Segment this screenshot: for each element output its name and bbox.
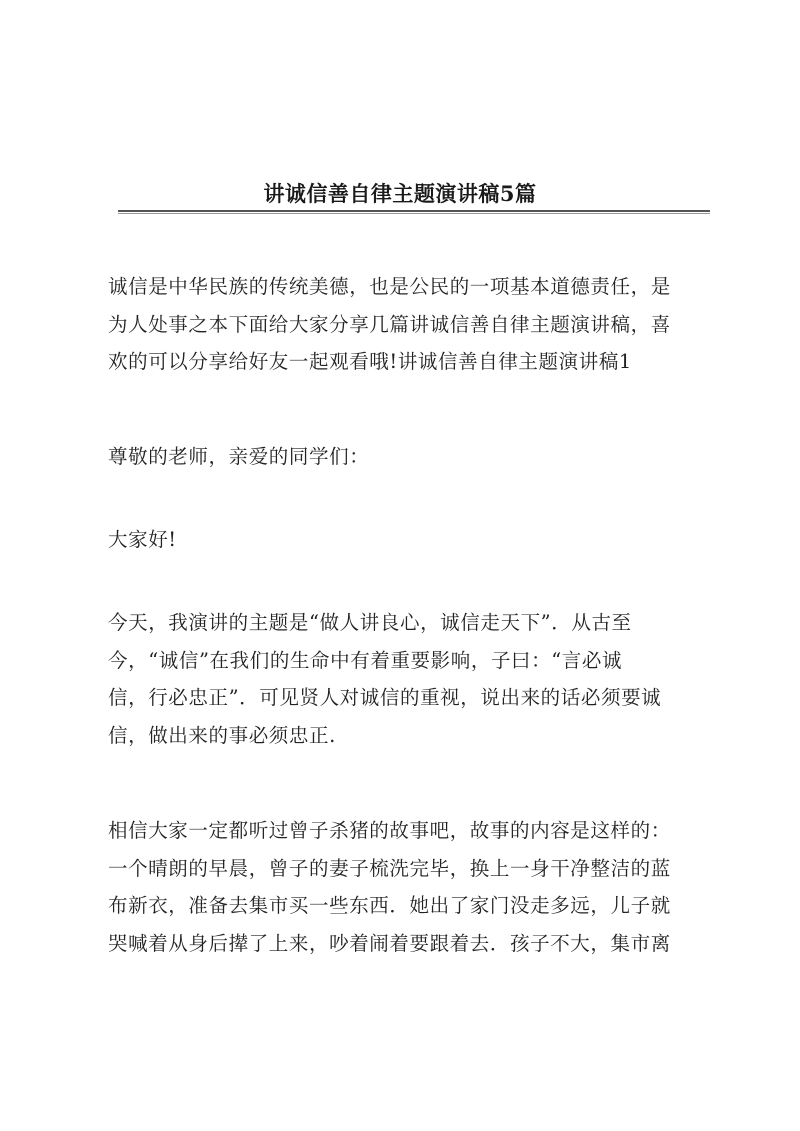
paragraph-line: 布新衣，准备去集市买一些东西．她出了家门没走多远，儿子就 [108,894,671,917]
intro-paragraph [108,268,708,381]
paragraph-line: 尊敬的老师，亲爱的同学们： [108,445,370,468]
story-paragraph [108,812,708,962]
document-title: 讲诚信善自律主题演讲稿5篇 [263,181,537,207]
title-underline-divider [118,210,710,214]
salutation-paragraph [108,438,708,476]
topic-paragraph [108,604,708,754]
paragraph-line: 为人处事之本下面给大家分享几篇讲诚信善自律主题演讲稿，喜 [108,312,671,336]
paragraph-line: 一个晴朗的早晨，曾子的妻子梳洗完毕，换上一身干净整洁的蓝 [108,856,671,880]
paragraph-line: 哭喊着从身后撵了上来，吵着闹着要跟着去．孩子不大，集市离 [108,931,671,955]
paragraph-line: 信，行必忠正”．可见贤人对诚信的重视，说出来的话必须要诚 [108,686,662,709]
paragraph-line: 诚信是中华民族的传统美德，也是公民的一项基本道德责任，是 [108,275,671,298]
greeting-paragraph [108,521,708,559]
paragraph-line: 今，“诚信”在我们的生命中有着重要影响，子曰：“言必诚 [108,648,623,672]
paragraph-line: 大家好! [108,528,177,551]
paragraph-line: 欢的可以分享给好友一起观看哦!讲诚信善自律主题演讲稿1 [108,350,632,373]
paragraph-line: 信，做出来的事必须忠正. [108,723,336,747]
paragraph-line: 相信大家一定都听过曾子杀猪的故事吧，故事的内容是这样的： [108,819,671,842]
paragraph-line: 今天，我演讲的主题是“做人讲良心，诚信走天下”．从古至 [108,611,632,634]
